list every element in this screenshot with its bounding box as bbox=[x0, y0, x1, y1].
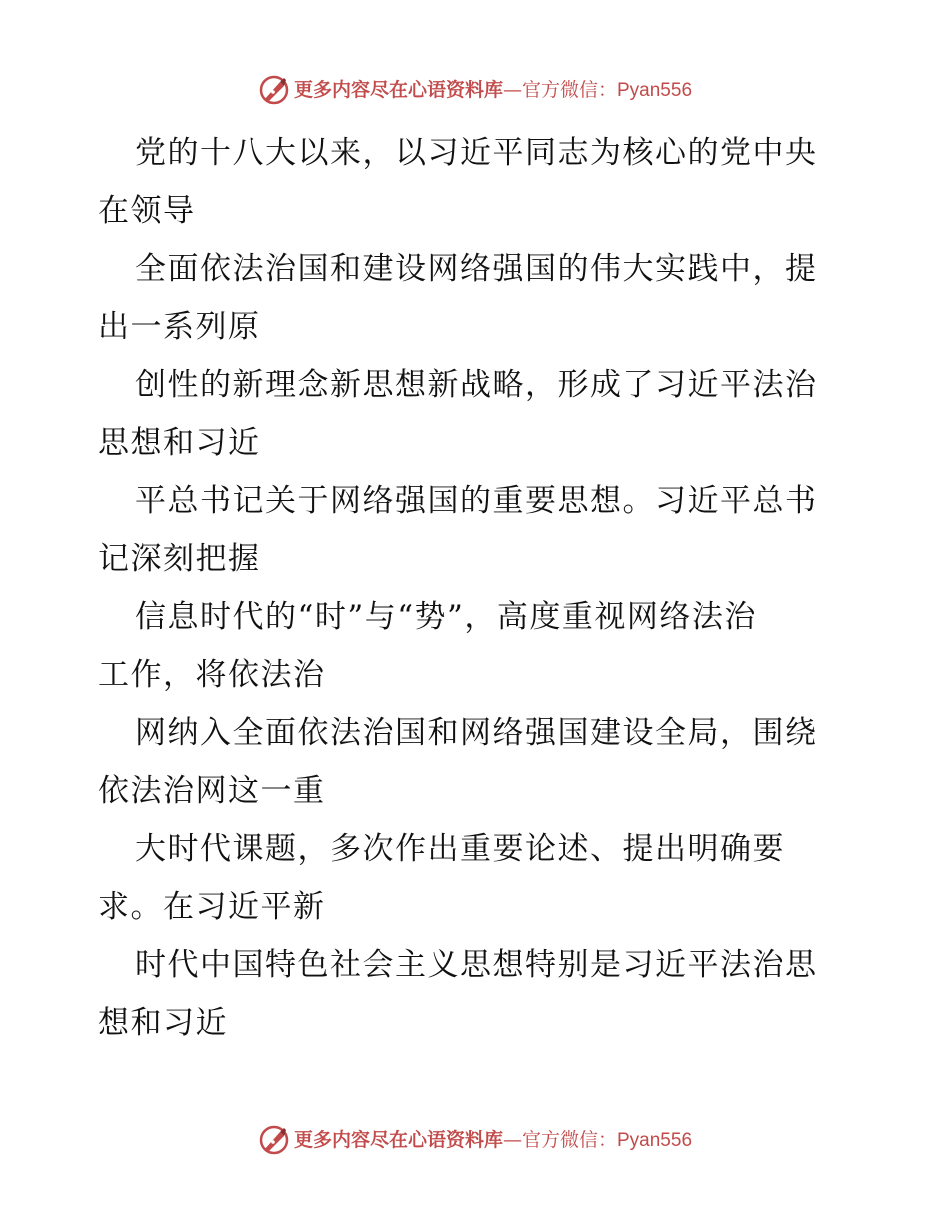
header-banner bbox=[0, 70, 950, 110]
header-banner-dash: — bbox=[502, 78, 522, 101]
document-body bbox=[98, 124, 858, 1052]
body-line: 记深刻把握 bbox=[98, 541, 261, 577]
header-banner-text bbox=[293, 78, 693, 101]
body-line: 思想和习近 bbox=[98, 425, 261, 461]
footer-banner-dash: — bbox=[502, 1128, 522, 1151]
pen-nib-logo-icon bbox=[258, 1124, 290, 1156]
footer-banner bbox=[0, 1120, 950, 1160]
body-line: 时代中国特色社会主义思想特别是习近平法治思 bbox=[135, 947, 818, 983]
body-line: 出一系列原 bbox=[98, 309, 261, 345]
body-line: 网纳入全面依法治国和网络强国建设全局，围绕 bbox=[135, 715, 818, 751]
header-banner-main: 更多内容尽在心语资料库 bbox=[293, 78, 503, 101]
header-banner-official-label: 官方微信： bbox=[521, 78, 617, 101]
header-banner-wechat-id: Pyan556 bbox=[617, 79, 693, 101]
body-line: 求。在习近平新 bbox=[98, 889, 326, 925]
body-line: 信息时代的“时”与“势”，高度重视网络法治 bbox=[135, 599, 757, 635]
body-line: 全面依法治国和建设网络强国的伟大实践中，提 bbox=[135, 251, 818, 287]
footer-banner-official-label: 官方微信： bbox=[521, 1128, 617, 1151]
body-line: 大时代课题，多次作出重要论述、提出明确要 bbox=[135, 831, 785, 867]
body-line: 工作，将依法治 bbox=[98, 657, 326, 693]
body-line: 在领导 bbox=[98, 193, 196, 229]
body-line: 平总书记关于网络强国的重要思想。习近平总书 bbox=[135, 483, 818, 519]
pen-nib-logo-icon bbox=[258, 74, 290, 106]
body-line: 创性的新理念新思想新战略，形成了习近平法治 bbox=[135, 367, 818, 403]
body-line: 依法治网这一重 bbox=[98, 773, 326, 809]
body-line: 党的十八大以来，以习近平同志为核心的党中央 bbox=[135, 135, 818, 171]
footer-banner-main: 更多内容尽在心语资料库 bbox=[293, 1128, 503, 1151]
body-line: 想和习近 bbox=[98, 1005, 228, 1041]
footer-banner-text bbox=[293, 1128, 693, 1151]
footer-banner-wechat-id: Pyan556 bbox=[617, 1129, 693, 1151]
